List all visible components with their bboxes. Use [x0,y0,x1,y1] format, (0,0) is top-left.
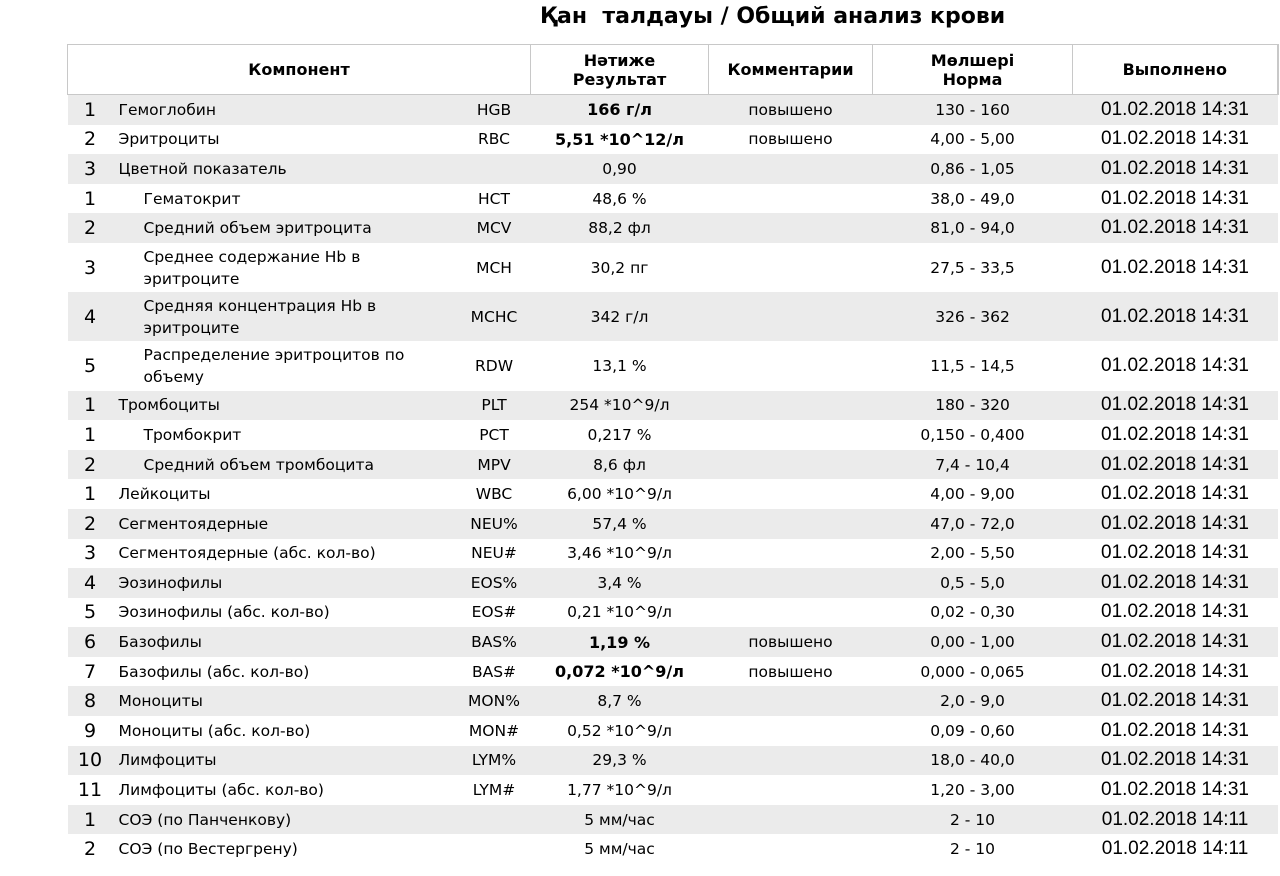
done-timestamp: 01.02.2018 14:31 [1073,95,1278,125]
comment-value [709,479,873,509]
row-number: 1 [83,423,97,446]
row-number: 5 [83,601,97,624]
norm-range: 81,0 - 94,0 [873,213,1073,243]
done-timestamp: 01.02.2018 14:31 [1073,746,1278,776]
result-value: 29,3 % [531,746,709,776]
done-timestamp: 01.02.2018 14:11 [1101,838,1249,860]
row-number: 1 [68,95,113,125]
norm-range: 0,5 - 5,0 [873,568,1073,598]
component-name: Сегментоядерные (абс. кол-во) [118,544,376,563]
done-timestamp: 01.02.2018 14:31 [1101,354,1249,376]
header-norm-ru: Норма [942,69,1003,89]
header-result [531,45,709,95]
table-row [68,391,1278,421]
table-row [68,184,1278,214]
component-code [458,154,531,184]
component-name: Лимфоциты [113,746,458,776]
norm-range: 7,4 - 10,4 [873,450,1073,480]
row-number: 7 [83,660,97,683]
component-name: Моноциты (абс. кол-во) [118,721,311,740]
header-norm-kz: Мөлшері [930,50,1015,70]
component-code: EOS% [458,568,531,598]
table-row [68,627,1278,657]
norm-range: 0,150 - 0,400 [920,425,1025,444]
component-name: Средний объем тромбоцита [113,450,458,480]
table-row [68,341,1278,390]
result-value: 8,7 % [531,686,709,716]
row-number: 2 [68,213,113,243]
page-title: Қан талдауы / Общий анализ крови [540,4,1006,29]
row-number: 3 [83,256,97,279]
result-value: 0,90 [531,154,709,184]
component-code: MON# [468,721,520,740]
comment-value [709,598,873,628]
norm-range: 4,00 - 9,00 [930,485,1015,504]
done-timestamp: 01.02.2018 14:31 [1073,509,1278,539]
norm-range: 2 - 10 [949,840,996,859]
component-code: MPV [458,450,531,480]
component-code: NEU% [458,509,531,539]
table-row [68,746,1278,776]
comment-value [709,450,873,480]
component-code: MCH [476,258,512,277]
table-row [68,125,1278,155]
comment-value [709,292,873,341]
component-name: Эозинофилы [113,568,458,598]
table-row [68,213,1278,243]
norm-range: 38,0 - 49,0 [930,189,1015,208]
norm-range: 47,0 - 72,0 [873,509,1073,539]
component-name: СОЭ (по Вестергрену) [118,840,298,859]
table-row [68,292,1278,341]
component-code: BAS# [471,662,517,681]
table-row [68,154,1278,184]
row-number: 4 [68,292,113,341]
table-row [68,420,1278,450]
table-row [68,539,1278,569]
component-code: NEU# [471,544,517,563]
component-name: Гематокрит [143,189,241,208]
table-row [68,450,1278,480]
row-number: 9 [83,719,97,742]
row-number: 3 [68,154,113,184]
comment-value [709,716,873,746]
table-row [68,568,1278,598]
component-name: Тромбоциты [113,391,458,421]
result-value: 342 г/л [531,292,709,341]
component-name: Базофилы (абс. кол-во) [118,662,310,681]
table-row [68,479,1278,509]
row-number: 2 [68,509,113,539]
done-timestamp: 01.02.2018 14:31 [1101,601,1249,623]
norm-range: 4,00 - 5,00 [930,130,1015,149]
header-component: Компонент [68,45,531,95]
component-code: HCT [478,189,510,208]
result-value: 0,072 *10^9/л [555,662,684,682]
result-value: 0,52 *10^9/л [567,721,672,740]
component-code: HGB [458,95,531,125]
table-row [68,598,1278,628]
result-value: 3,4 % [531,568,709,598]
comment-value [709,509,873,539]
component-code [458,805,531,835]
row-number: 1 [83,483,97,506]
results-table [67,44,1279,864]
result-value: 3,46 *10^9/л [567,544,672,563]
component-name: Распределение эритроцитов по объему [143,345,405,386]
norm-range: 2,0 - 9,0 [873,686,1073,716]
done-timestamp: 01.02.2018 14:31 [1073,154,1278,184]
result-value: 1,77 *10^9/л [567,781,672,800]
result-value: 30,2 пг [590,258,649,277]
comment-value [709,341,873,390]
norm-range: 326 - 362 [873,292,1073,341]
header-done: Выполнено [1073,45,1278,95]
table-row [68,686,1278,716]
header-comments: Комментарии [709,45,873,95]
done-timestamp: 01.02.2018 14:31 [1101,779,1249,801]
component-name: Базофилы [113,627,458,657]
component-name: Цветной показатель [113,154,458,184]
component-code: MCV [458,213,531,243]
norm-range: 0,02 - 0,30 [930,603,1015,622]
norm-range: 2,00 - 5,50 [930,544,1015,563]
done-timestamp: 01.02.2018 14:31 [1101,660,1249,682]
result-value: 5 мм/час [531,805,709,835]
comment-value [709,391,873,421]
done-timestamp: 01.02.2018 14:31 [1073,391,1278,421]
norm-range: 1,20 - 3,00 [930,781,1015,800]
row-number: 1 [83,187,97,210]
comment-value [709,154,873,184]
done-timestamp: 01.02.2018 14:31 [1073,686,1278,716]
component-code: PLT [458,391,531,421]
comment-value [709,568,873,598]
result-value: 5,51 *10^12/л [555,129,684,149]
norm-range: 11,5 - 14,5 [930,356,1015,375]
result-value: 0,217 % [587,425,652,444]
comment-value [709,213,873,243]
component-code: EOS# [471,603,517,622]
comment-value [709,539,873,569]
norm-range: 0,00 - 1,00 [873,627,1073,657]
norm-range: 2 - 10 [873,805,1073,835]
component-name: Тромбокрит [143,425,242,444]
comment-value: повышено [748,662,833,681]
result-value: 254 *10^9/л [531,391,709,421]
row-number: 2 [68,450,113,480]
done-timestamp: 01.02.2018 14:31 [1101,483,1249,505]
component-name: Лейкоциты [118,485,211,504]
result-value: 1,19 % [531,627,709,657]
done-timestamp: 01.02.2018 14:31 [1101,128,1249,150]
done-timestamp: 01.02.2018 14:31 [1101,719,1249,741]
component-code: RBC [478,130,510,149]
table-header-row [68,45,1278,95]
component-code [458,834,531,864]
table-row [68,716,1278,746]
table-row [68,805,1278,835]
done-timestamp: 01.02.2018 14:31 [1073,568,1278,598]
comment-value [709,686,873,716]
header-result-ru: Результат [572,69,667,89]
component-name: Сегментоядерные [113,509,458,539]
comment-value: повышено [709,95,873,125]
comment-value [709,746,873,776]
comment-value: повышено [709,627,873,657]
row-number: 3 [83,542,97,565]
done-timestamp: 01.02.2018 14:31 [1073,213,1278,243]
result-value: 13,1 % [592,356,647,375]
comment-value [709,243,873,292]
row-number: 8 [68,686,113,716]
row-number: 10 [68,746,113,776]
result-value: 8,6 фл [531,450,709,480]
done-timestamp: 01.02.2018 14:31 [1073,292,1278,341]
component-code: WBC [475,485,513,504]
component-name: Моноциты [113,686,458,716]
component-code: PCT [479,425,509,444]
component-name: Среднее содержание Hb в эритроците [143,247,361,288]
component-name: СОЭ (по Панченкову) [113,805,458,835]
done-timestamp: 01.02.2018 14:31 [1101,256,1249,278]
component-name: Эозинофилы (абс. кол-во) [118,603,330,622]
row-number: 1 [68,805,113,835]
component-name: Гемоглобин [113,95,458,125]
table-row [68,775,1278,805]
norm-range: 18,0 - 40,0 [873,746,1073,776]
component-name: Средняя концентрация Hb в эритроците [113,292,458,341]
done-timestamp: 01.02.2018 14:31 [1101,187,1249,209]
comment-value [709,775,873,805]
done-timestamp: 01.02.2018 14:31 [1101,542,1249,564]
result-value: 57,4 % [531,509,709,539]
result-value: 48,6 % [592,189,647,208]
row-number: 5 [83,354,97,377]
norm-range: 27,5 - 33,5 [930,258,1015,277]
table-row [68,657,1278,687]
component-code: RDW [474,356,514,375]
done-timestamp: 01.02.2018 14:31 [1073,627,1278,657]
comment-value [709,420,873,450]
header-result-kz: Нәтиже [583,50,656,70]
row-number: 11 [77,779,103,802]
row-number: 4 [68,568,113,598]
table-row [68,834,1278,864]
norm-range: 0,000 - 0,065 [920,662,1025,681]
done-timestamp: 01.02.2018 14:31 [1073,450,1278,480]
result-value: 5 мм/час [584,840,655,859]
done-timestamp: 01.02.2018 14:31 [1101,423,1249,445]
component-code: MON% [458,686,531,716]
result-value: 6,00 *10^9/л [567,485,672,504]
table-body [68,95,1278,865]
result-value: 166 г/л [531,95,709,125]
result-value: 0,21 *10^9/л [567,603,672,622]
component-code: LYM# [472,781,516,800]
row-number: 1 [68,391,113,421]
result-value: 88,2 фл [531,213,709,243]
comment-value [709,805,873,835]
comment-value [709,184,873,214]
norm-range: 0,86 - 1,05 [873,154,1073,184]
component-name: Эритроциты [118,130,220,149]
component-code: BAS% [458,627,531,657]
header-norm [873,45,1073,95]
table-row [68,509,1278,539]
comment-value [709,834,873,864]
table-row [68,95,1278,125]
comment-value: повышено [748,130,833,149]
component-code: LYM% [458,746,531,776]
done-timestamp: 01.02.2018 14:11 [1073,805,1278,835]
component-name: Лимфоциты (абс. кол-во) [118,781,324,800]
norm-range: 130 - 160 [873,95,1073,125]
component-code: MCHC [458,292,531,341]
row-number: 2 [83,838,97,861]
norm-range: 180 - 320 [873,391,1073,421]
row-number: 2 [83,128,97,151]
table-row [68,243,1278,292]
norm-range: 0,09 - 0,60 [930,721,1015,740]
row-number: 6 [68,627,113,657]
component-name: Средний объем эритроцита [113,213,458,243]
